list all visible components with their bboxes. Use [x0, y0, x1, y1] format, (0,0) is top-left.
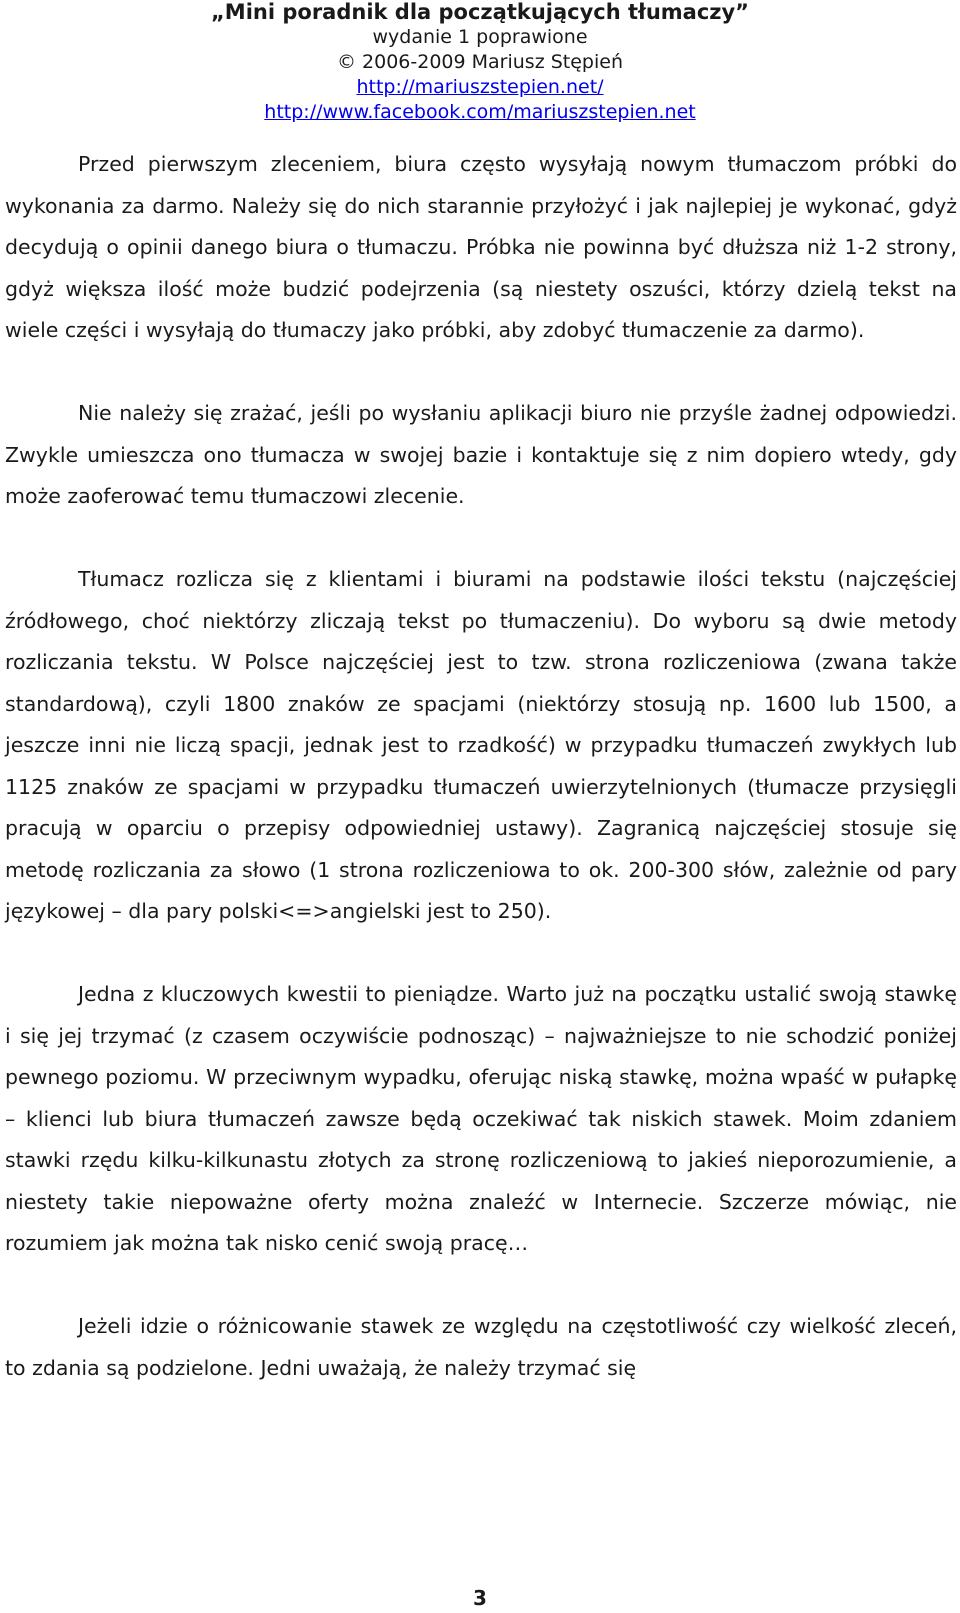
document-title: „Mini poradnik dla początkujących tłumaczy”: [211, 0, 749, 24]
paragraph-samples: Przed pierwszym zleceniem, biura często wysyłają nowym tłumaczom próbki do wykonania za darmo. Należy się do nich starannie przyłożyć i jak najlepiej je wykonać, gdyż decydują o opinii danego biura o tłumaczu. Próbka nie powinna być dłuższa niż 1-2 strony, gdyż większa ilość może budzić podejrzenia (są niestety oszuści, którzy dzielą tekst na wiele części i wysyłają do tłumaczy jako próbki, aby zdobyć tłumaczenie za darmo).: [5, 152, 957, 342]
paragraph-billing: Tłumacz rozlicza się z klientami i biurami na podstawie ilości tekstu (najczęściej źródłowego, choć niektórzy zliczają tekst po tłumaczeniu). Do wyboru są dwie metody rozliczania tekstu. W Polsce najczęściej jest to tzw. strona rozliczeniowa (zwana także standardową), czyli 1800 znaków ze spacjami (niektórzy stosują np. 1600 lub 1500, a jeszcze inni nie liczą spacji, jednak jest to rzadkość) w przypadku tłumaczeń zwykłych lub 1125 znaków ze spacjami w przypadku tłumaczeń uwierzytelnionych (tłumacze przysięgli pracują w oparciu o przepisy odpowiedniej ustawy). Zagranicą najczęściej stosuje się metodę rozliczania za słowo (1 strona rozliczeniowa to ok. 200-300 słów, zależnie od pary językowej – dla pary polski<=>angielski jest to 250).: [5, 567, 957, 923]
paragraph-rates: Jeżeli idzie o różnicowanie stawek ze względu na częstotliwość czy wielkość zleceń, to zdania są podzielone. Jedni uważają, że należy trzymać się: [5, 1314, 957, 1380]
website-link[interactable]: http://mariuszstepien.net/: [356, 76, 604, 98]
paragraph-money: Jedna z kluczowych kwestii to pieniądze. Warto już na początku ustalić swoją stawkę i się jej trzymać (z czasem oczywiście podnosząc) – najważniejsze to nie schodzić poniżej pewnego poziomu. W przeciwnym wypadku, oferując niską stawkę, można wpaść w pułapkę – klienci lub biura tłumaczeń zawsze będą oczekiwać tak niskich stawek. Moim zdaniem stawki rzędu kilku-kilkunastu złotych za stronę rozliczeniową to jakieś nieporozumienie, a niestety takie niepoważne oferty można znaleźć w Internecie. Szczerze mówiąc, nie rozumiem jak można tak nisko cenić swoją pracę…: [5, 982, 957, 1255]
document-body: [5, 144, 957, 1389]
page-number: 3: [473, 1586, 487, 1610]
facebook-link[interactable]: http://www.facebook.com/mariuszstepien.net: [264, 101, 696, 123]
paragraph-no-response: Nie należy się zrażać, jeśli po wysłaniu aplikacji biuro nie przyśle żadnej odpowiedzi. Zwykle umieszcza ono tłumacza w swojej bazie i kontaktuje się z nim dopiero wtedy, gdy może zaoferować temu tłumaczowi zlecenie.: [5, 401, 957, 508]
edition-line: wydanie 1 poprawione: [372, 26, 588, 48]
copyright-line: © 2006-2009 Mariusz Stępień: [337, 51, 623, 73]
document-header: [0, 0, 960, 125]
